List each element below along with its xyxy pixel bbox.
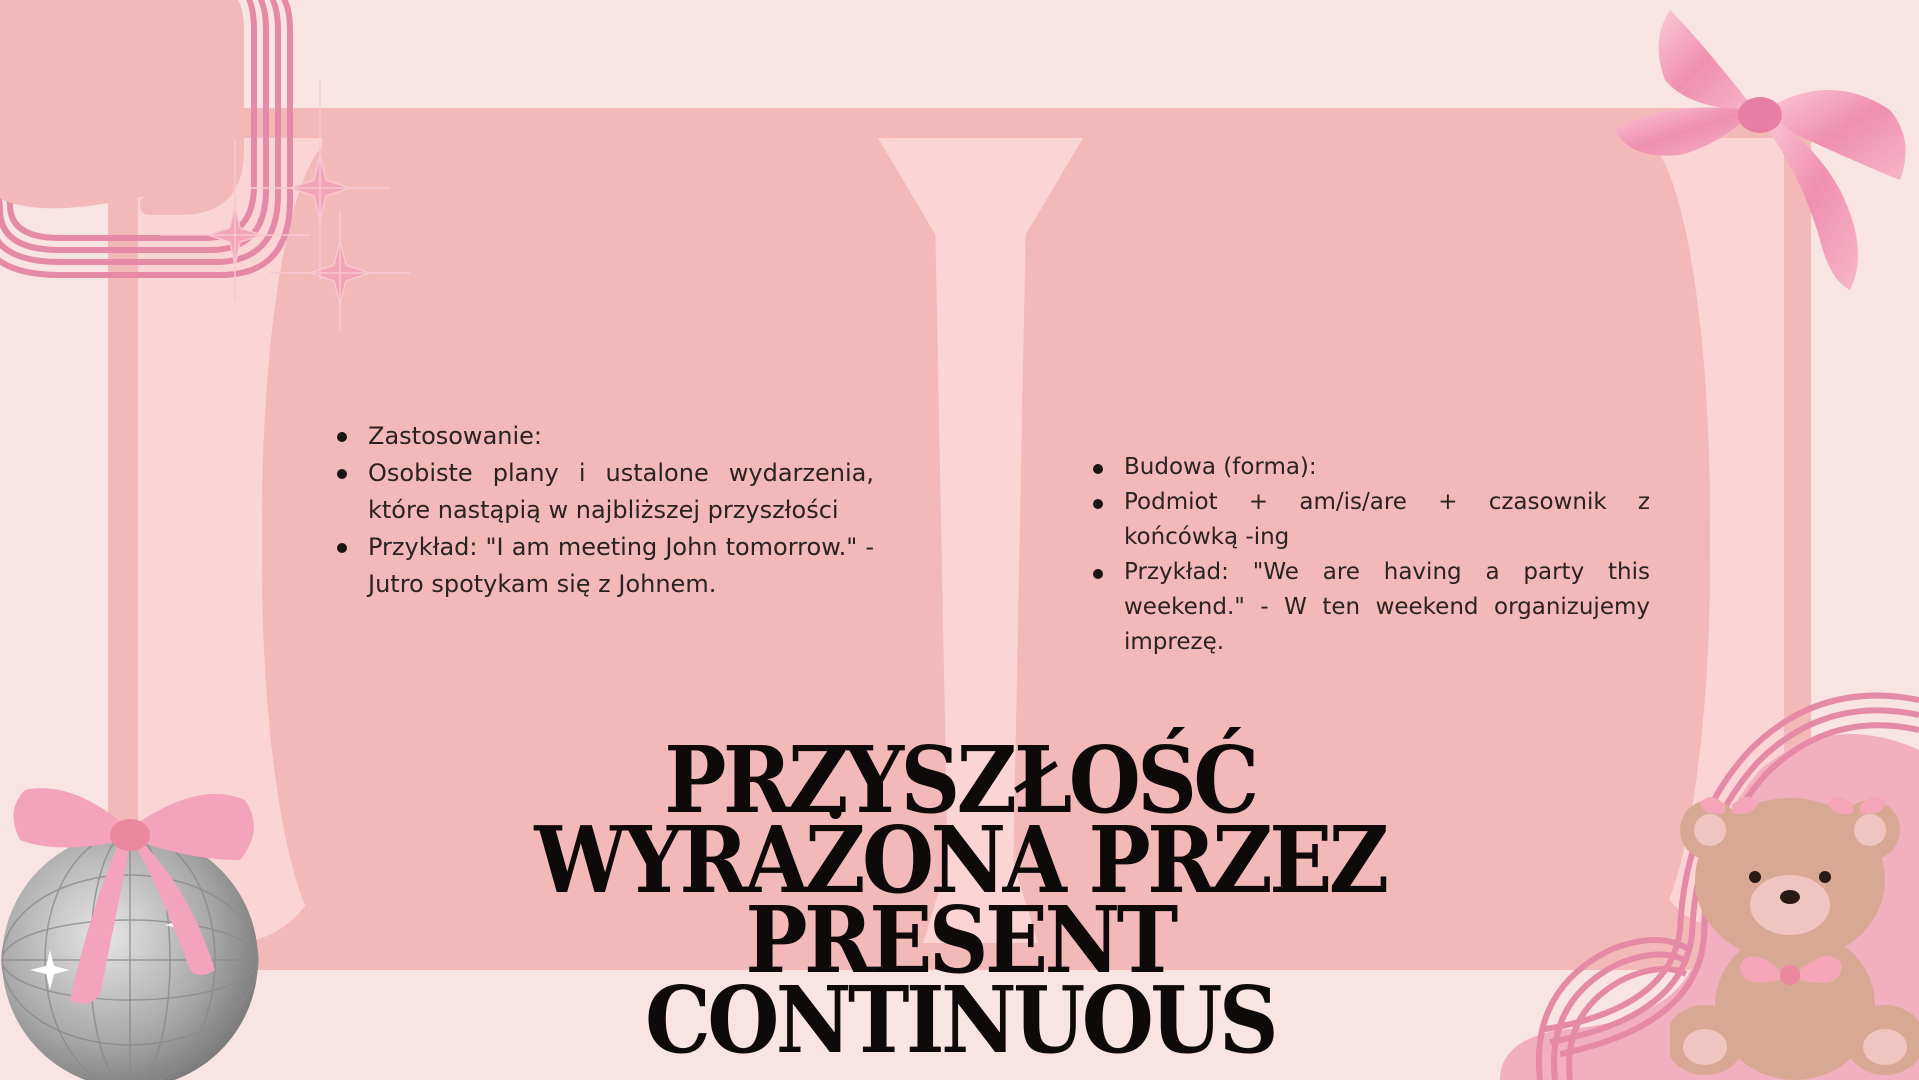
teddy-bear-icon: [1670, 785, 1919, 1080]
bullet-usage-example: Przykład: "I am meeting John tomorrow." - Jutro spotykam się z Johnem.: [334, 529, 874, 603]
slide-title: [456, 726, 1464, 1074]
right-bullet-list: [1090, 450, 1650, 660]
title-line: PRESENT: [745, 886, 1175, 994]
pink-bow-icon: [1590, 0, 1919, 300]
left-text-block: [334, 418, 874, 603]
title-line: CONTINUOUS: [644, 966, 1276, 1074]
right-text-block: [1090, 450, 1650, 660]
title-line: PRZYSZŁOŚĆ: [664, 726, 1256, 834]
disco-ball-with-bow-icon: [0, 770, 270, 1080]
title-line: WYRAŻONA PRZEZ: [534, 806, 1386, 914]
sparkle-icon: [150, 80, 420, 330]
bullet-usage-description: Osobiste plany i ustalone wydarzenia, które nastąpią w najbliższej przyszłości: [334, 455, 874, 529]
bullet-form-heading: Budowa (forma):: [1090, 450, 1650, 485]
bullet-usage-heading: Zastosowanie:: [334, 418, 874, 455]
bullet-form-example: Przykład: "We are having a party this weekend." - W ten weekend organizujemy imprezę.: [1090, 555, 1650, 660]
left-bullet-list: [334, 418, 874, 603]
bullet-form-structure: Podmiot + am/is/are + czasownik z końcówką -ing: [1090, 485, 1650, 555]
